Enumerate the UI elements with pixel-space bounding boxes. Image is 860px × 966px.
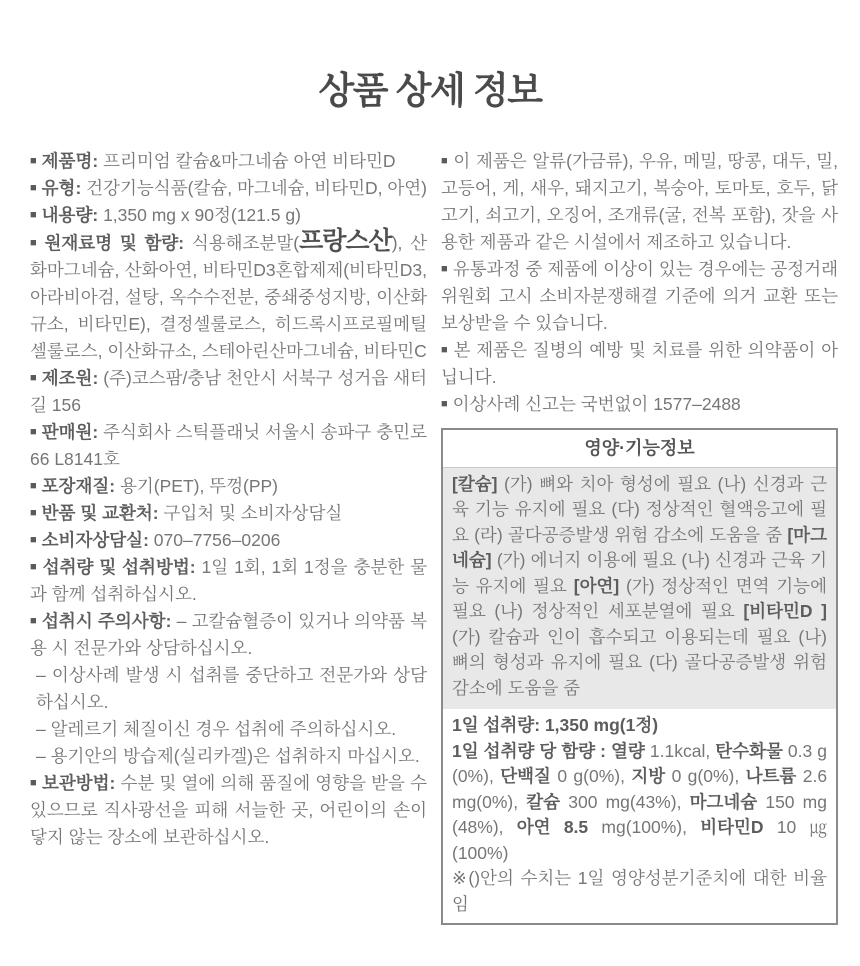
paragraph bbox=[30, 716, 427, 743]
text-run: 탄수화물 bbox=[715, 740, 788, 761]
paragraph bbox=[441, 391, 838, 418]
text-run: 0 g(0%), bbox=[671, 766, 746, 786]
text-run: 유통과정 중 제품에 이상이 있는 경우에는 공정거래위원회 고시 소비자분쟁해결 기준에 의거 교환 또는 보상받을 수 있습니다. bbox=[441, 259, 838, 333]
content-columns bbox=[30, 148, 838, 925]
text-run: 2.6 mg(0%), bbox=[452, 766, 828, 812]
text-run: 수분 및 열에 의해 품질에 영향을 받을 수 있으므로 직사광선을 피해 서늘한 곳, 어린이의 손이 닿지 않는 장소에 보관하십시오. bbox=[30, 773, 428, 847]
text-run: 0.3 g (0%), bbox=[452, 740, 827, 786]
right-column bbox=[441, 148, 838, 925]
bullet-square-icon: ■ bbox=[30, 237, 40, 249]
paragraph bbox=[30, 554, 427, 608]
text-run: 반품 및 교환처: bbox=[41, 503, 164, 523]
text-run: [마그네슘] bbox=[452, 524, 827, 570]
text-run: 1.1kcal, bbox=[649, 740, 716, 761]
paragraph bbox=[30, 500, 427, 527]
bullet-square-icon: ■ bbox=[30, 777, 37, 789]
paragraph bbox=[452, 713, 827, 739]
paragraph bbox=[30, 175, 427, 202]
text-run: 주식회사 스틱플래닛 서울시 송파구 충민로 66 L8141호 bbox=[30, 422, 427, 469]
text-run: 원재료명 및 함량: bbox=[44, 233, 192, 253]
text-run: 본 제품은 질병의 예방 및 치료를 위한 의약품이 아닙니다. bbox=[441, 340, 838, 387]
text-run: – 알레르기 체질이신 경우 섭취에 주의하십시오. bbox=[36, 719, 397, 739]
text-run: (가) 에너지 이용에 필요 (나) 신경과 근육 기능 유지에 필요 bbox=[452, 550, 827, 596]
text-run: (주)코스팜/충남 천안시 서북구 성거읍 새터길 156 bbox=[30, 368, 428, 415]
page-title: 상품 상세 정보 bbox=[318, 70, 542, 111]
text-run: 마그네슘 bbox=[689, 791, 766, 812]
text-run: 유형: bbox=[41, 178, 87, 198]
text-run: 섭취시 주의사항: bbox=[42, 611, 177, 631]
bullet-square-icon: ■ bbox=[30, 615, 38, 627]
text-run: 용기(PET), 뚜껑(PP) bbox=[119, 476, 279, 496]
text-run: 제조원: bbox=[41, 368, 104, 388]
bullet-square-icon: ■ bbox=[30, 372, 37, 384]
text-run: 이 제품은 알류(가금류), 우유, 메밀, 땅콩, 대두, 밀, 고등어, 게, 새우, 돼지고기, 복숭아, 토마토, 호두, 닭고기, 쇠고기, 오징어, 조개류(굴, 전복 포함), 잣을 사용한 제품과 같은 시설에서 제조하고 있습니다. bbox=[441, 151, 838, 252]
paragraph bbox=[441, 337, 838, 391]
text-run: (가) 뼈와 치아 형성에 필요 (나) 신경과 근육 기능 유지에 필요 (다) 정상적인 혈액응고에 필요 (라) 골다공증발생 위험 감소에 도움을 줌 bbox=[452, 473, 827, 545]
right-column-paragraphs bbox=[441, 148, 838, 418]
text-run: 칼슘 bbox=[526, 791, 569, 812]
text-run: 150 mg (48%), bbox=[452, 791, 827, 837]
product-detail-page bbox=[0, 60, 860, 966]
text-run: – 고칼슘혈증이 있거나 의약품 복용 시 전문가와 상담하십시오. bbox=[30, 611, 427, 658]
bullet-square-icon: ■ bbox=[441, 398, 448, 410]
text-run: 1일 섭취량 당 함량 : 열량 bbox=[452, 740, 650, 761]
nutrition-info-table bbox=[441, 428, 838, 925]
text-run: 나트륨 bbox=[745, 766, 803, 786]
paragraph bbox=[30, 662, 427, 716]
text-run: 0 g(0%), bbox=[557, 766, 632, 786]
text-run: 포장재질: bbox=[41, 476, 120, 496]
text-run: 소비자상담실: bbox=[41, 530, 154, 550]
paragraph bbox=[30, 365, 427, 419]
text-run: 식용해조분말( bbox=[191, 233, 300, 253]
text-run: 300 mg(43%), bbox=[568, 791, 690, 812]
left-column bbox=[30, 148, 427, 925]
text-run: 판매원: bbox=[41, 422, 104, 442]
bullet-square-icon: ■ bbox=[30, 480, 37, 492]
paragraph bbox=[441, 256, 838, 337]
text-run: ), 산화마그네슘, 산화아연, 비타민D3혼합제제(비타민D3, 아라비아검, 설탕, 옥수수전분, 중쇄중성지방, 이산화규소, 비타민E), 결정셀룰로스, 히드록시프로필메틸셀룰로스, 이산화규소, 스테아린산마그네슘, 비타민C bbox=[30, 233, 427, 361]
paragraph bbox=[441, 148, 838, 256]
text-run: – 이상사례 발생 시 섭취를 중단하고 전문가와 상담하십시오. bbox=[36, 665, 427, 712]
bullet-square-icon: ■ bbox=[30, 507, 37, 519]
bullet-square-icon: ■ bbox=[441, 344, 449, 356]
text-run: 이상사례 신고는 국번없이 1577–2488 bbox=[452, 394, 741, 414]
paragraph bbox=[30, 743, 427, 770]
text-run: – 용기안의 방습제(실리카겔)은 섭취하지 마십시오. bbox=[36, 746, 420, 766]
paragraph bbox=[30, 229, 427, 365]
paragraph bbox=[30, 527, 427, 554]
text-run: mg(100%), bbox=[601, 817, 701, 837]
paragraph bbox=[30, 473, 427, 500]
text-run: [칼슘] bbox=[452, 473, 498, 494]
text-run: 10 ㎍(100%) bbox=[452, 817, 828, 863]
paragraph bbox=[30, 148, 427, 175]
bullet-square-icon: ■ bbox=[30, 561, 38, 573]
text-run: 1,350 mg x 90정(121.5 g) bbox=[103, 205, 301, 225]
nutrition-table-nutrition-section bbox=[443, 709, 836, 923]
text-run: 보관방법: bbox=[41, 773, 121, 793]
bullet-square-icon: ■ bbox=[30, 426, 37, 438]
text-run: ※()안의 수치는 1일 영양성분기준치에 대한 비율임 bbox=[452, 868, 827, 914]
paragraph bbox=[30, 202, 427, 229]
text-run: 프랑스산 bbox=[299, 227, 392, 255]
text-run: 1일 1회, 1회 1정을 충분한 물과 함께 섭취하십시오. bbox=[30, 557, 428, 604]
text-run: (가) 정상적인 면역 기능에 필요 (나) 정상적인 세포분열에 필요 bbox=[452, 575, 827, 621]
nutrition-table-functional-section bbox=[443, 467, 836, 710]
text-run: [비타민D ] bbox=[743, 601, 827, 621]
text-run: (가) 칼슘과 인이 흡수되고 이용되는데 필요 (나) 뼈의 형성과 유지에 필요 (다) 골다공증발생 위험 감소에 도움을 줌 bbox=[452, 626, 827, 698]
bullet-square-icon: ■ bbox=[30, 209, 37, 221]
text-run: 단백질 bbox=[500, 766, 558, 786]
text-run: 070–7756–0206 bbox=[153, 530, 281, 550]
text-run: [아연] bbox=[573, 575, 620, 596]
bullet-square-icon: ■ bbox=[30, 182, 37, 194]
paragraph bbox=[30, 770, 427, 851]
text-run: 건강기능식품(칼슘, 마그네슘, 비타민D, 아연) bbox=[86, 178, 428, 198]
paragraph bbox=[452, 866, 827, 917]
nutrition-table-title: 영양·기능정보 bbox=[443, 430, 836, 467]
paragraph bbox=[30, 608, 427, 662]
text-run: 제품명: bbox=[41, 151, 104, 171]
paragraph bbox=[452, 739, 827, 867]
bullet-square-icon: ■ bbox=[441, 263, 448, 275]
bullet-square-icon: ■ bbox=[30, 534, 37, 546]
bullet-square-icon: ■ bbox=[30, 155, 37, 167]
text-run: 섭취량 및 섭취방법: bbox=[42, 557, 202, 577]
text-run: 내용량: bbox=[41, 205, 104, 225]
text-run: 프리미엄 칼슘&마그네슘 아연 비타민D bbox=[103, 151, 396, 171]
text-run: 1일 섭취량: 1,350 mg(1정) bbox=[452, 715, 659, 735]
paragraph bbox=[452, 472, 827, 702]
bullet-square-icon: ■ bbox=[441, 155, 449, 167]
paragraph bbox=[30, 419, 427, 473]
text-run: 아연 8.5 bbox=[516, 817, 602, 837]
text-run: 구입처 및 소비자상담실 bbox=[163, 503, 343, 523]
text-run: 비타민D bbox=[700, 817, 777, 837]
text-run: 지방 bbox=[631, 766, 672, 786]
